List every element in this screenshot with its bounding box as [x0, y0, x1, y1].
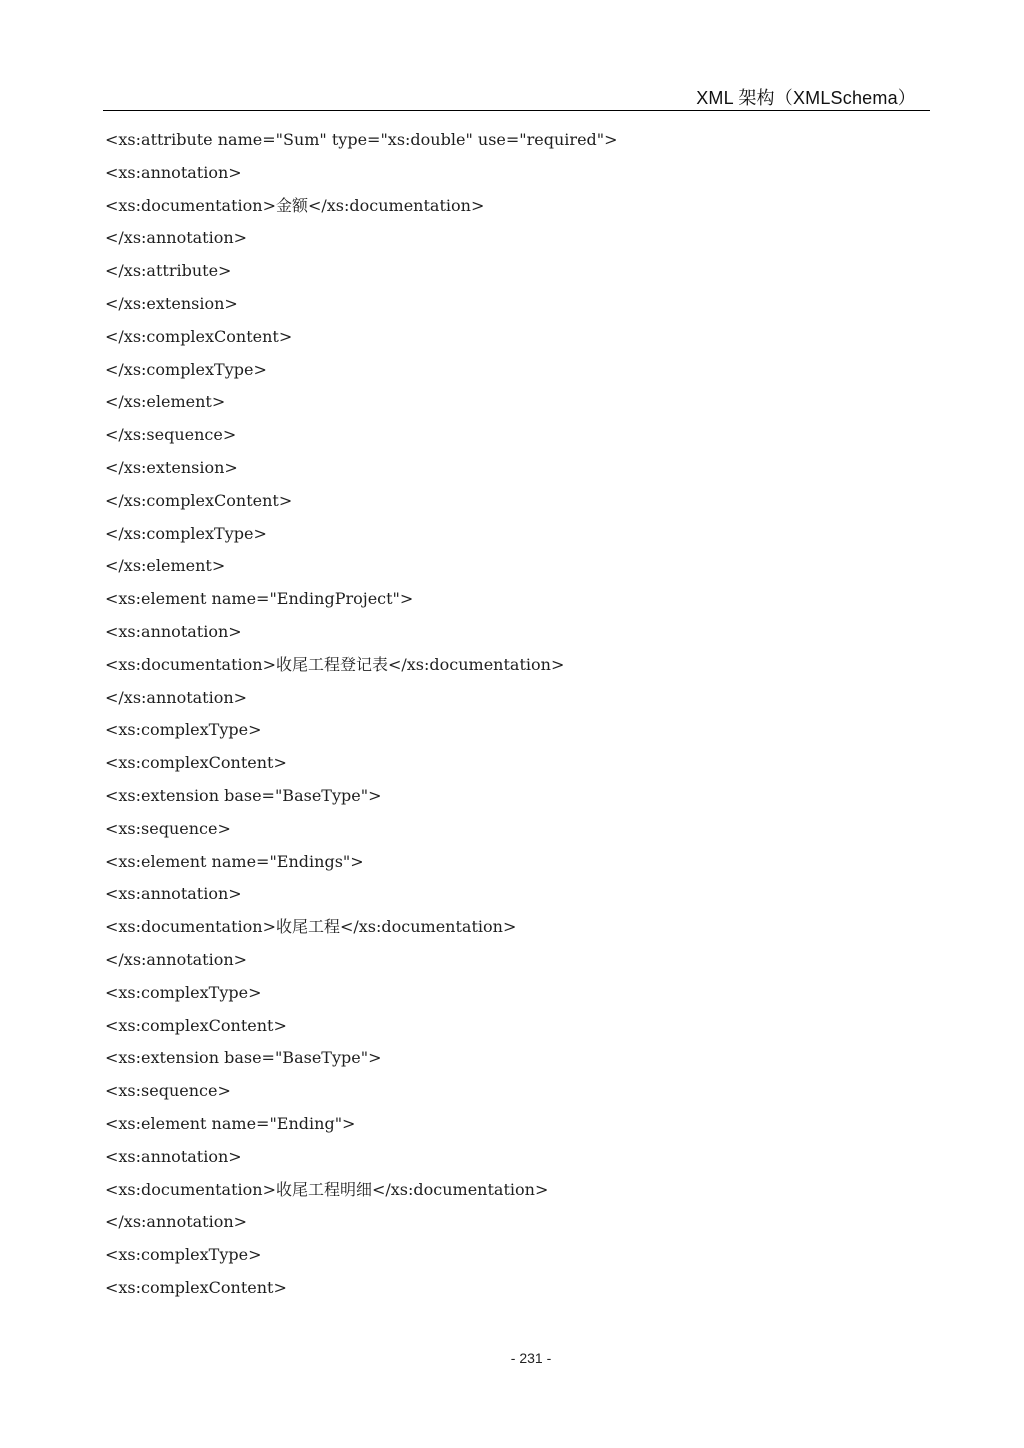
code-line: <xs:complexType>: [105, 1245, 262, 1265]
code-line: <xs:documentation>收尾工程登记表</xs:documentation>: [105, 654, 565, 674]
page-header: [103, 82, 930, 111]
code-line: </xs:annotation>: [105, 1212, 248, 1232]
code-line: </xs:extension>: [105, 293, 238, 313]
code-line: <xs:annotation>: [105, 1146, 242, 1166]
code-line: <xs:extension base="BaseType">: [105, 1048, 382, 1068]
code-line: </xs:element>: [105, 392, 226, 412]
code-line: <xs:element name="EndingProject">: [105, 589, 414, 609]
code-line: <xs:complexType>: [105, 720, 262, 740]
page-number: - 231 -: [510, 1350, 552, 1366]
code-line: </xs:annotation>: [105, 949, 248, 969]
code-line: </xs:attribute>: [105, 261, 232, 281]
code-line: <xs:documentation>金额</xs:documentation>: [105, 195, 485, 215]
code-line: <xs:complexContent>: [105, 1015, 287, 1035]
code-line: <xs:annotation>: [105, 884, 242, 904]
code-line: <xs:complexContent>: [105, 753, 287, 773]
code-line: <xs:sequence>: [105, 818, 231, 838]
code-line: <xs:documentation>收尾工程</xs:documentation>: [105, 917, 517, 937]
code-line: <xs:annotation>: [105, 162, 242, 182]
page-header-title: XML 架构（XMLSchema）: [696, 88, 916, 108]
code-line: <xs:sequence>: [105, 1081, 231, 1101]
code-listing: [105, 124, 925, 1305]
code-line: <xs:extension base="BaseType">: [105, 785, 382, 805]
code-line: </xs:sequence>: [105, 425, 237, 445]
code-line: <xs:documentation>收尾工程明细</xs:documentation>: [105, 1179, 549, 1199]
code-line: </xs:complexType>: [105, 523, 267, 543]
code-line: <xs:attribute name="Sum" type="xs:double" use="required">: [105, 130, 618, 149]
code-line: </xs:annotation>: [105, 228, 248, 248]
code-line: </xs:element>: [105, 556, 226, 576]
code-line: <xs:element name="Ending">: [105, 1113, 356, 1133]
code-line: </xs:annotation>: [105, 687, 248, 707]
code-line: </xs:complexContent>: [105, 490, 293, 510]
code-line: <xs:element name="Endings">: [105, 851, 364, 871]
code-line: </xs:extension>: [105, 457, 238, 477]
code-line: </xs:complexContent>: [105, 326, 293, 346]
code-line: <xs:complexContent>: [105, 1277, 287, 1297]
code-line: <xs:complexType>: [105, 982, 262, 1002]
code-line: </xs:complexType>: [105, 359, 267, 379]
code-line: <xs:annotation>: [105, 621, 242, 641]
